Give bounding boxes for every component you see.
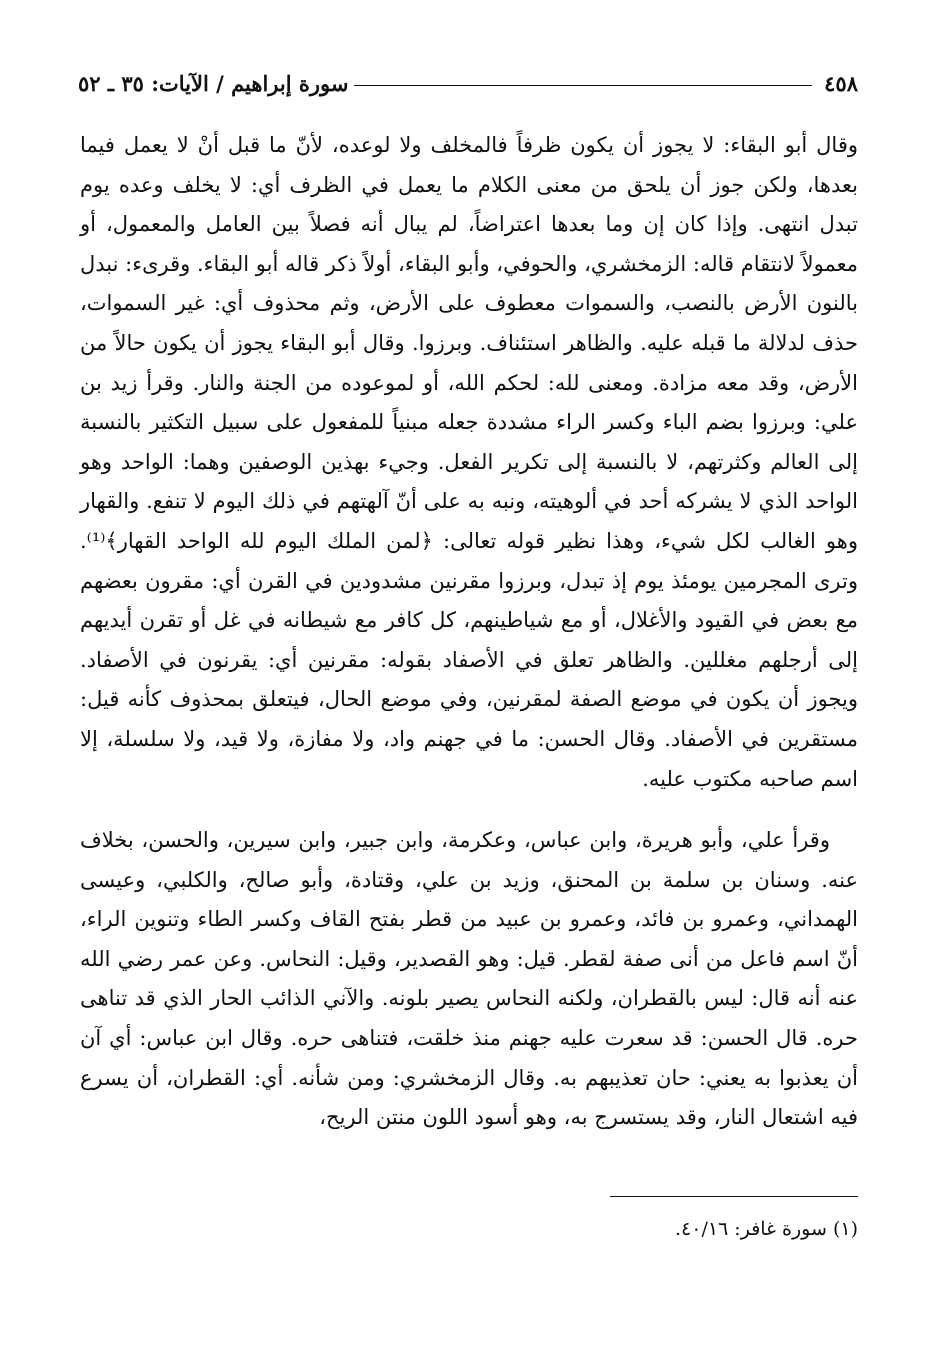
- footnote-rule: [610, 1196, 858, 1197]
- body-text: [80, 126, 858, 1138]
- surah-verse-range: سورة إبراهيم / الآيات: ٣٥ ـ ٥٢: [78, 71, 349, 96]
- paragraph: وقال أبو البقاء: لا يجوز أن يكون ظرفاً فالمخلف ولا لوعده، لأنّ ما قبل أنْ لا يعمل فيما بعدها، ولكن جوز أن يلحق من معنى الكلام ما يعمل في الظرف أي: لا يخلف وعده يوم تبدل انتهى. وإذا كان إن وما بعدها اعتراضاً، لم يبال أنه فصلاً بين العامل والمعمول، أو معمولاً لانتقام قاله: الزمخشري، والحوفي، وأبو البقاء، أولاً ذكر قاله أبو البقاء. وقرىء: نبدل بالنون الأرض بالنصب، والسموات معطوف على الأرض، وثم محذوف أي: غير السموات، حذف لدلالة ما قبله عليه. والظاهر استئناف. وبرزوا. وقال أبو البقاء يجوز أن يكون حالاً من الأرض، وقد معه مزادة. ومعنى لله: لحكم الله، أو لموعوده من الجنة والنار. وقرأ زيد بن علي: وبرزوا بضم الباء وكسر الراء مشددة جعله مبنياً للمفعول على سبيل التكثير بالنسبة إلى العالم وكثرتهم، لا بالنسبة إلى تكرير الفعل. وجيء بهذين الوصفين وهما: الواحد وهو الواحد الذي لا يشركه أحد في ألوهيته، ونبه به على أنّ آلهتهم في ذلك اليوم لا تنفع. والقهار وهو الغالب لكل شيء، وهذا نظير قوله تعالى: ﴿لمن الملك اليوم لله الواحد القهار﴾⁽¹⁾. وترى المجرمين يومئذ يوم إذ تبدل، وبرزوا مقرنين مشدودين في القرن أي: مقرون بعضهم مع بعض في القيود والأغلال، أو مع شياطينهم، كل كافر مع شيطانه في غل أو تقرن أيديهم إلى أرجلهم مغللين. والظاهر تعلق في الأصفاد بقوله: مقرنين أي: يقرنون في الأصفاد. ويجوز أن يكون في موضع الصفة لمقرنين، وفي موضع الحال، فيتعلق بمحذوف كأنه قيل: مستقرين في الأصفاد. وقال الحسن: ما في جهنم واد، ولا مفازة، ولا قيد، ولا سلسلة، إلا اسم صاحبه مكتوب عليه.: [80, 133, 858, 791]
- header-rule: [354, 85, 812, 86]
- paragraph: وقرأ علي، وأبو هريرة، وابن عباس، وعكرمة، وابن جبير، وابن سيرين، والحسن، بخلاف عنه. وسنان بن سلمة بن المحنق، وزيد بن علي، وقتادة، وأبو صالح، والكلبي، وعيسى الهمداني، وعمرو بن فائد، وعمرو بن عبيد من قطر بفتح القاف وكسر الطاء وتنوين الراء، أنّ اسم فاعل من أنى صفة لقطر. قيل: وهو القصدير، وقيل: النحاس. وعن عمر رضي الله عنه أنه قال: ليس بالقطران، ولكنه النحاس يصير بلونه. والآني الذائب الحار الذي قد تناهى حره. قال الحسن: قد سعرت عليه جهنم منذ خلقت، فتناهى حره. وقال ابن عباس: أي آن أن يعذبوا به يعني: حان تعذيبهم به. وقال الزمخشري: ومن شأنه. أي: القطران، أن يسرع فيه اشتعال النار، وقد يستسرج به، وهو أسود اللون منتن الريح،: [80, 828, 858, 1130]
- running-header: [78, 62, 858, 96]
- footnote: (١) سورة غافر: ٤٠/١٦.: [674, 1218, 858, 1240]
- page-number: ٤٥٨: [824, 71, 858, 96]
